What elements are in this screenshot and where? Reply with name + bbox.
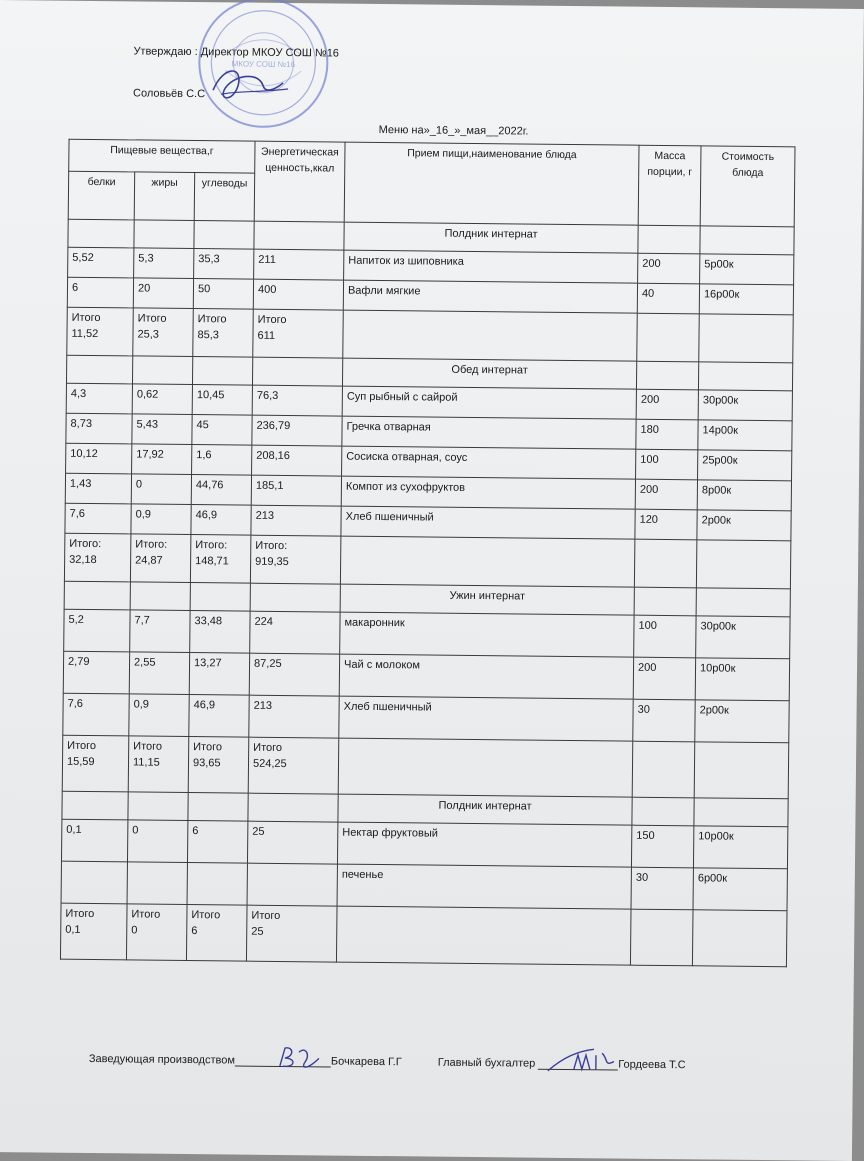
dish-name: Гречка отварная	[342, 416, 636, 449]
svg-text:МКОУ СОШ №16: МКОУ СОШ №16	[231, 59, 296, 70]
energy-value: 76,3	[252, 385, 342, 416]
dish-cost: 2р00к	[695, 700, 789, 743]
dish-cost: 6р00к	[693, 868, 787, 911]
producer-name: Бочкарева Г.Г	[330, 1055, 402, 1069]
fat-value: 17,92	[132, 444, 192, 475]
energy-value: 400	[253, 279, 343, 310]
header-energy: Энергетическая ценность,ккал	[254, 141, 345, 222]
protein-value: 10,12	[66, 443, 132, 474]
total-value: 6	[191, 925, 198, 938]
approval-line: Утверждаю : Директор МКОУ СОШ №16	[133, 45, 340, 60]
total-cell	[248, 737, 339, 794]
empty-cell	[64, 581, 130, 610]
total-value: 11,52	[71, 327, 99, 341]
carbs-value: 46,9	[189, 695, 249, 738]
total-label: Итого:	[69, 537, 102, 551]
carbs-value: 13,27	[189, 653, 249, 696]
total-value: 611	[257, 329, 276, 342]
footer-signatures	[89, 1053, 686, 1071]
empty-cell	[634, 587, 696, 616]
empty-cell	[632, 741, 695, 798]
producer-signature-line	[235, 1066, 331, 1068]
carbs-value	[187, 863, 247, 906]
empty-cell	[638, 225, 700, 254]
total-label: Итого	[131, 908, 161, 921]
portion-mass: 100	[636, 449, 698, 480]
total-value: 25	[251, 925, 264, 938]
total-cell	[62, 735, 129, 792]
energy-value: 87,25	[249, 653, 339, 696]
total-cell	[193, 309, 254, 358]
empty-cell	[68, 219, 134, 248]
dish-cost: 8р00к	[697, 480, 791, 511]
dish-name: Компот из сухофруктов	[341, 476, 635, 509]
portion-mass: 30	[633, 699, 695, 742]
director-name: Соловьёв С.С	[132, 87, 206, 101]
header-mass: Масса порции, г	[638, 145, 701, 226]
protein-value: 6	[67, 277, 133, 308]
dish-name: Суп рыбный с сайрой	[342, 386, 636, 419]
protein-value: 0,1	[61, 819, 127, 862]
empty-cell	[248, 793, 338, 822]
protein-value: 2,79	[63, 651, 129, 694]
empty-cell	[252, 357, 342, 386]
fat-value	[127, 862, 187, 905]
portion-mass: 30	[631, 867, 693, 910]
dish-cost: 14р00к	[698, 420, 792, 451]
empty-cell	[343, 310, 637, 361]
portion-mass: 200	[636, 389, 698, 420]
total-value: 0,1	[65, 923, 81, 936]
empty-cell	[130, 582, 190, 611]
total-label: Итого	[71, 311, 101, 325]
empty-cell	[632, 797, 694, 826]
dish-name: Чай с молоком	[339, 654, 633, 699]
fat-value: 7,7	[130, 610, 190, 653]
energy-value: 185,1	[251, 475, 341, 506]
total-cell	[67, 307, 133, 356]
total-value: 11,15	[132, 756, 160, 769]
menu-title: Меню на»_16_»_мая__2022г.	[378, 123, 529, 138]
fat-value: 0	[131, 474, 191, 505]
fat-value: 5,43	[132, 414, 192, 445]
empty-cell	[699, 314, 793, 363]
total-row	[60, 903, 787, 967]
total-label: Итого:	[255, 539, 288, 553]
carbs-value: 10,45	[192, 385, 252, 416]
carbs-value: 46,9	[191, 505, 251, 536]
dish-cost: 2р00к	[697, 510, 791, 541]
total-label: Итого	[257, 313, 287, 327]
empty-cell	[637, 313, 699, 362]
protein-value: 7,6	[63, 693, 129, 736]
producer-signature	[275, 1044, 325, 1073]
dish-name: Хлеб пшеничный	[339, 696, 633, 741]
empty-cell	[192, 357, 252, 386]
total-value: 25,3	[137, 328, 159, 341]
total-value: 524,25	[252, 757, 287, 771]
portion-mass: 100	[634, 615, 696, 658]
total-cell	[60, 903, 127, 960]
energy-value: 224	[250, 611, 340, 654]
protein-value: 5,2	[64, 609, 130, 652]
total-label: Итого	[197, 313, 227, 326]
energy-value: 211	[254, 249, 344, 280]
section-title: Ужин интернат	[340, 584, 634, 615]
total-cell	[246, 905, 337, 962]
dish-cost: 16р00к	[699, 284, 793, 315]
total-cell	[133, 308, 193, 357]
total-cell	[190, 535, 251, 584]
dish-cost: 5р00к	[700, 254, 794, 285]
accountant-signature	[544, 1047, 618, 1076]
empty-cell	[630, 909, 693, 966]
total-value: 93,65	[192, 757, 221, 770]
energy-value: 213	[251, 505, 341, 536]
energy-value	[247, 863, 337, 906]
dish-name: Напиток из шиповника	[344, 250, 638, 283]
protein-value: 1,43	[65, 473, 131, 504]
empty-cell	[692, 910, 787, 967]
section-title: Полдник интернат	[344, 222, 638, 253]
total-label: Итого	[133, 740, 163, 753]
energy-value: 208,16	[252, 445, 342, 476]
empty-cell	[132, 356, 192, 385]
total-label: Итого:	[195, 539, 228, 552]
total-label: Итого	[193, 741, 223, 754]
portion-mass: 200	[633, 657, 695, 700]
fat-value: 0	[127, 820, 187, 863]
dish-name: Вафли мягкие	[343, 280, 637, 313]
section-title: Обед интернат	[342, 358, 636, 389]
dish-cost: 30р00к	[698, 390, 792, 421]
empty-cell	[188, 793, 248, 822]
dish-name: макаронник	[340, 612, 634, 657]
empty-cell	[636, 361, 698, 390]
header-dish: Прием пищи,наименование блюда	[344, 142, 639, 225]
dish-name: Сосиска отварная, соус	[342, 446, 636, 479]
fat-value: 0,9	[131, 504, 191, 535]
total-label: Итого	[67, 739, 97, 753]
protein-value: 4,3	[66, 383, 132, 414]
total-label: Итого	[253, 741, 283, 754]
dish-cost: 25р00к	[698, 450, 792, 481]
empty-cell	[194, 221, 254, 250]
dish-name: Хлеб пшеничный	[341, 506, 635, 539]
total-cell	[126, 904, 187, 961]
producer-label: Заведующая производством	[88, 1052, 236, 1067]
carbs-value: 45	[192, 415, 252, 446]
portion-mass: 200	[635, 479, 697, 510]
empty-cell	[254, 221, 344, 250]
fat-value: 2,55	[129, 652, 189, 695]
carbs-value: 33,48	[190, 611, 250, 654]
protein-value	[61, 861, 127, 904]
total-label: Итого	[251, 909, 281, 922]
energy-value: 213	[249, 695, 339, 738]
protein-value: 8,73	[66, 413, 132, 444]
menu-table	[60, 139, 796, 968]
dish-name: печенье	[337, 864, 631, 909]
header-carbs: углеводы	[194, 173, 255, 222]
total-value: 148,71	[195, 555, 229, 568]
empty-cell	[134, 220, 194, 249]
total-row	[62, 735, 789, 799]
carbs-value: 6	[187, 821, 247, 864]
empty-cell	[128, 792, 188, 821]
carbs-value: 35,3	[194, 249, 254, 280]
protein-value: 7,6	[65, 503, 131, 534]
energy-value: 236,79	[252, 415, 342, 446]
total-row	[64, 533, 790, 589]
menu-body	[60, 219, 794, 967]
protein-value: 5,52	[68, 247, 134, 278]
portion-mass: 150	[631, 825, 693, 868]
energy-value: 25	[247, 821, 337, 864]
director-signature	[203, 60, 294, 111]
accountant-signature-line	[538, 1069, 618, 1071]
total-label: Итого	[191, 909, 221, 922]
empty-cell	[190, 583, 250, 612]
total-label: Итого:	[135, 538, 168, 551]
carbs-value: 1,6	[192, 445, 252, 476]
empty-cell	[336, 906, 631, 965]
total-value: 0	[131, 924, 138, 937]
portion-mass: 120	[635, 509, 697, 540]
empty-cell	[694, 798, 788, 827]
empty-cell	[62, 791, 128, 820]
total-cell	[250, 535, 340, 584]
dish-cost: 10р00к	[693, 826, 787, 869]
total-label: Итого	[65, 907, 95, 921]
dish-name: Нектар фруктовый	[337, 822, 631, 867]
fat-value: 0,9	[129, 694, 189, 737]
empty-cell	[696, 588, 790, 617]
header-nutrients: Пищевые вещества,г	[69, 139, 255, 173]
empty-cell	[250, 583, 340, 612]
empty-cell	[698, 362, 792, 391]
total-cell	[188, 737, 249, 794]
fat-value: 0,62	[132, 384, 192, 415]
fat-value: 5,3	[134, 248, 194, 279]
portion-mass: 40	[637, 283, 699, 314]
total-value: 919,35	[255, 555, 289, 569]
total-cell	[130, 534, 190, 583]
header-fat: жиры	[134, 172, 194, 221]
portion-mass: 180	[636, 419, 698, 450]
total-value: 15,59	[66, 755, 95, 769]
empty-cell	[634, 539, 696, 588]
total-cell	[64, 533, 130, 582]
carbs-value: 50	[193, 279, 253, 310]
header-cost: Стоимость блюда	[700, 146, 795, 227]
section-title: Полдник интернат	[338, 794, 632, 825]
total-cell	[128, 736, 189, 793]
total-value: 85,3	[197, 329, 219, 342]
empty-cell	[340, 536, 634, 587]
header-protein: белки	[68, 171, 134, 220]
empty-cell	[700, 226, 794, 255]
accountant-label: Главный бухгалтер	[437, 1056, 536, 1070]
total-row	[67, 307, 793, 363]
empty-cell	[696, 540, 790, 589]
total-label: Итого	[137, 312, 167, 325]
empty-cell	[694, 742, 789, 799]
empty-cell	[66, 355, 132, 384]
total-value: 24,87	[135, 554, 163, 567]
dish-cost: 30р00к	[696, 616, 790, 659]
total-cell	[186, 905, 247, 962]
total-cell	[253, 309, 343, 358]
total-value: 32,18	[69, 553, 97, 567]
fat-value: 20	[133, 278, 193, 309]
portion-mass: 200	[638, 253, 700, 284]
dish-cost: 10р00к	[695, 658, 789, 701]
empty-cell	[338, 738, 633, 797]
accountant-name: Гордеева Т.С	[618, 1058, 686, 1072]
carbs-value: 44,76	[191, 475, 251, 506]
